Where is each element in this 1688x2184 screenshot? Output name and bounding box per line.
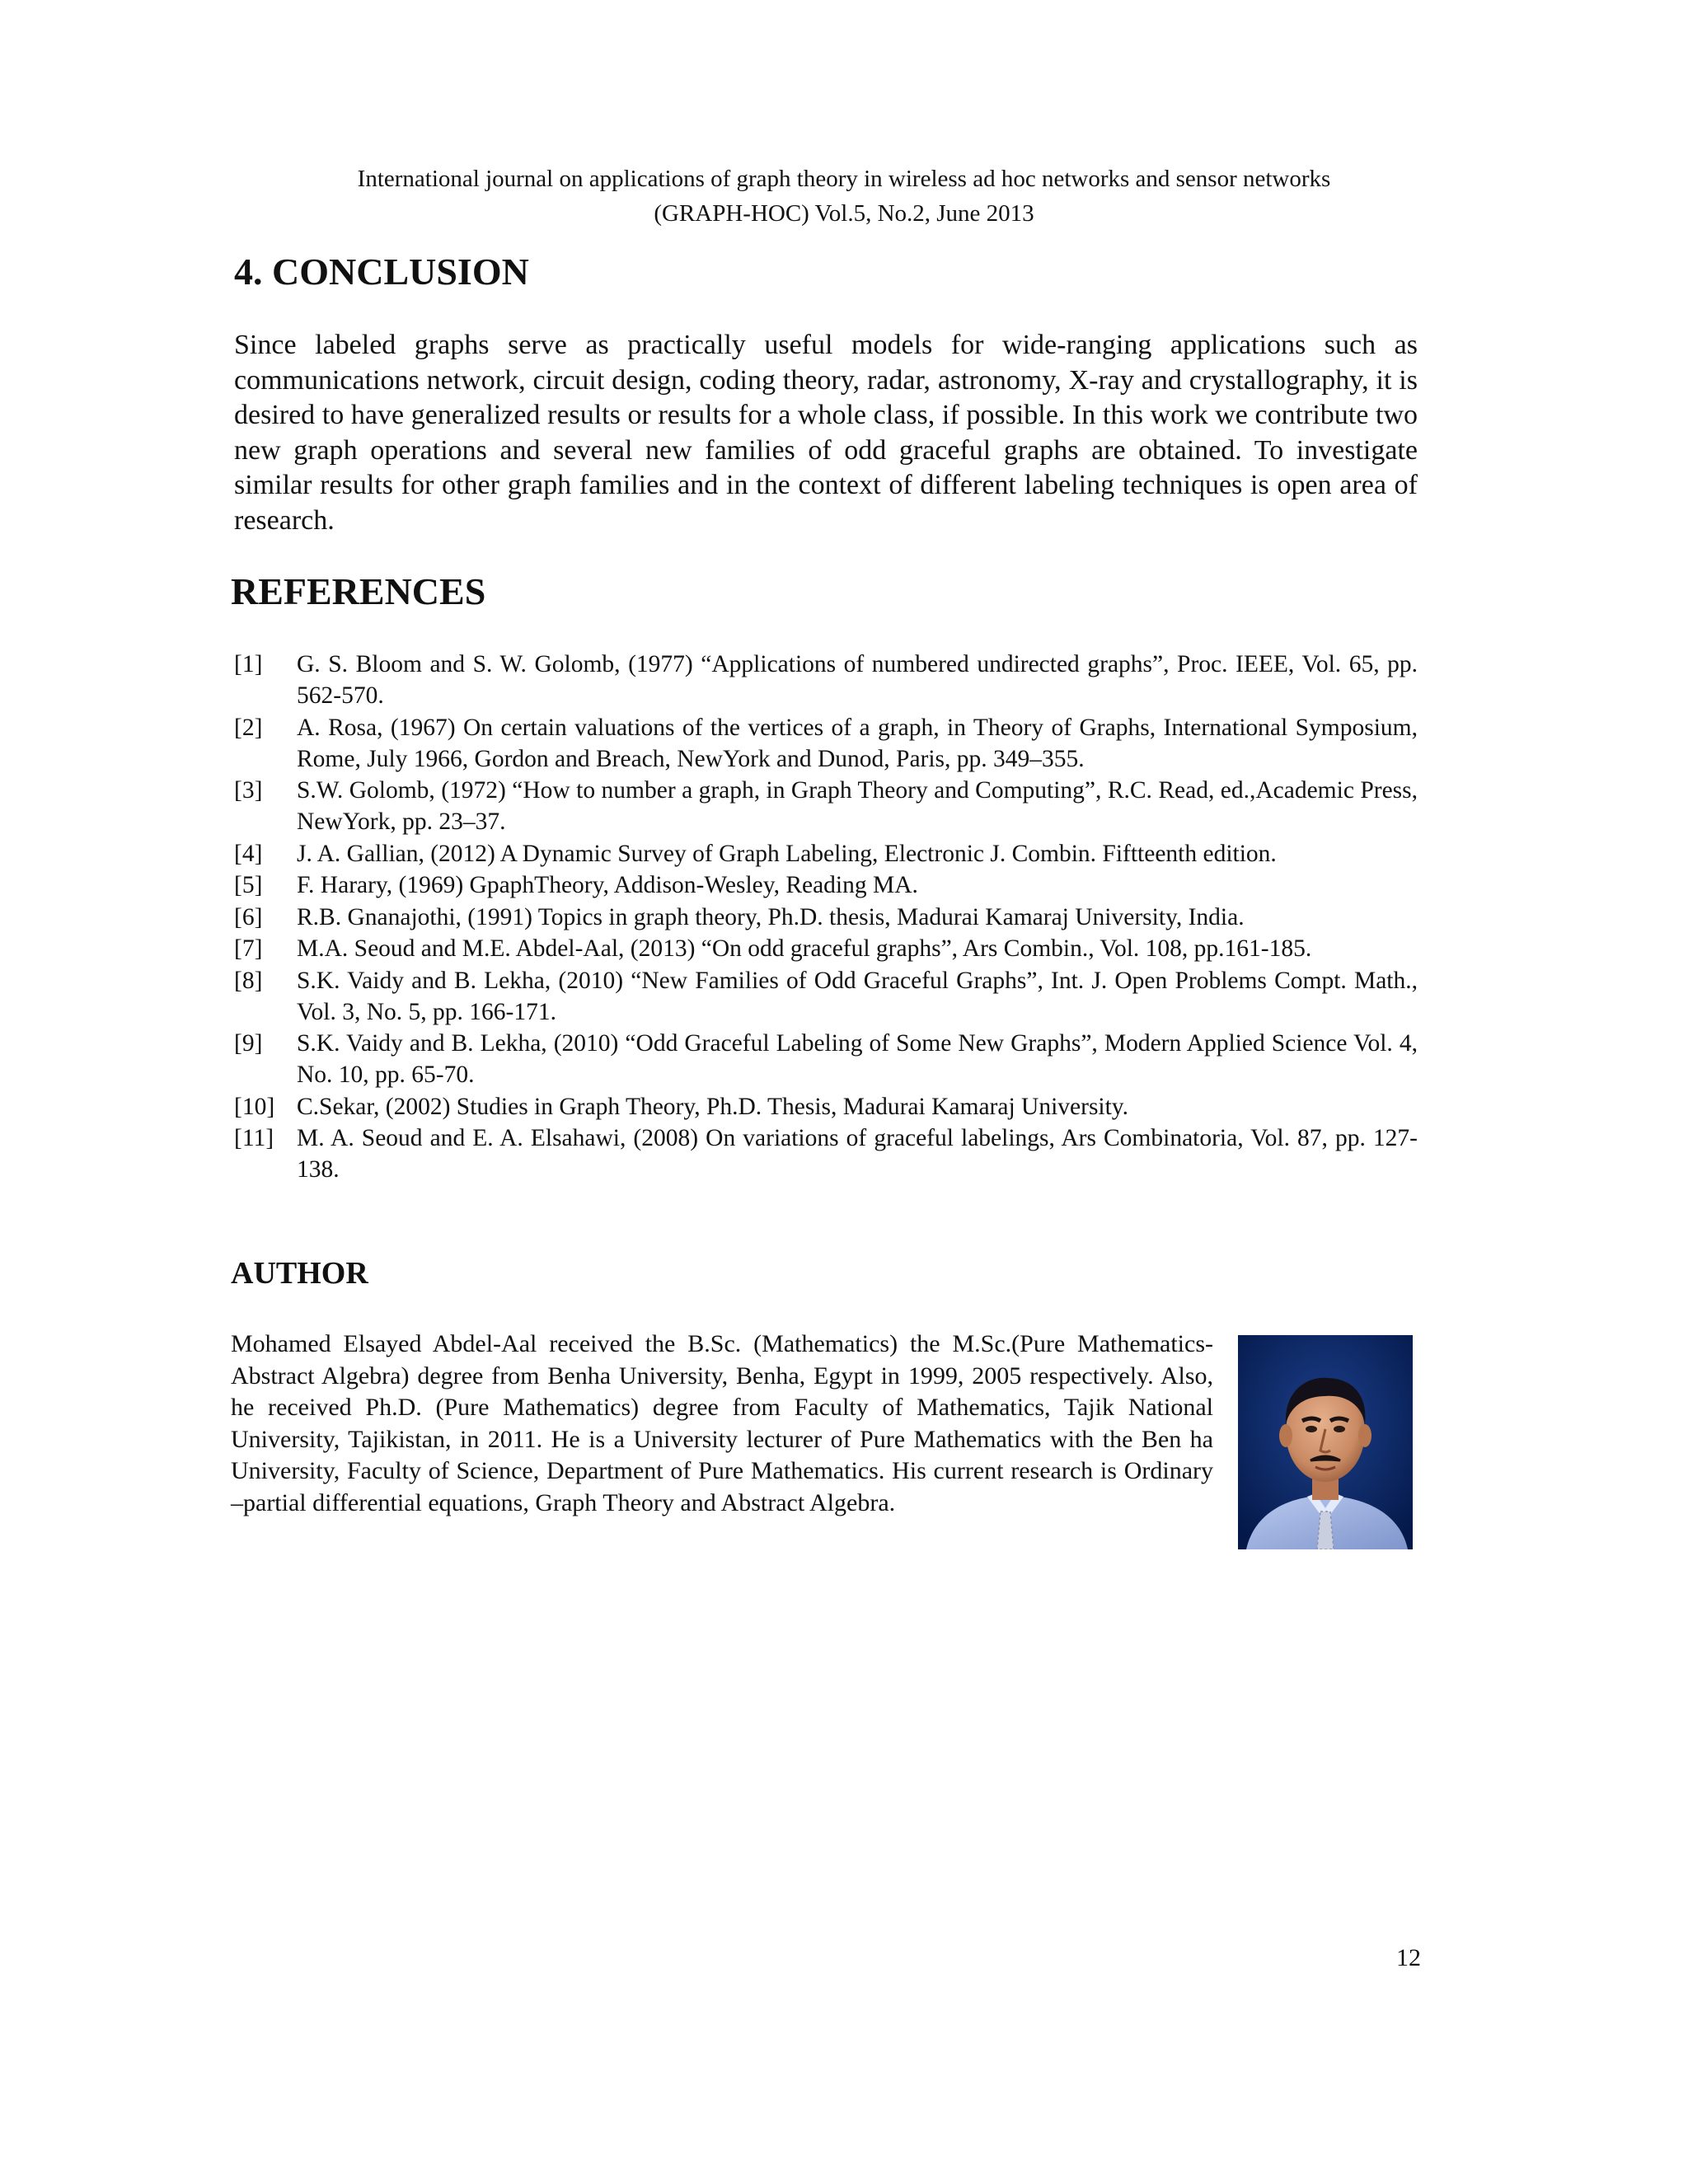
reference-text: M.A. Seoud and M.E. Abdel-Aal, (2013) “On odd graceful graphs”, Ars Combin., Vol. 108, pp.161-185.	[297, 935, 1312, 962]
reference-item	[234, 933, 1418, 964]
conclusion-heading: 4. CONCLUSION	[234, 251, 529, 293]
author-photo	[1238, 1335, 1413, 1549]
reference-item	[234, 1122, 1418, 1185]
reference-number: [3]	[234, 777, 263, 804]
reference-item	[234, 965, 1418, 1028]
reference-number: [10]	[234, 1093, 275, 1120]
reference-item	[234, 649, 1418, 711]
journal-title-line: International journal on applications of graph theory in wireless ad hoc networks and sensor networks	[357, 166, 1331, 192]
reference-item	[234, 775, 1418, 837]
reference-text: G. S. Bloom and S. W. Golomb, (1977) “Applications of numbered undirected graphs”, Proc. IEEE, Vol. 65, pp. 562-570.	[297, 651, 1418, 709]
author-biography: Mohamed Elsayed Abdel-Aal received the B.Sc. (Mathematics) the M.Sc.(Pure Mathematics-Abstract Algebra) degree from Benha University, Benha, Egypt in 1999, 2005 respectively. Also, he received Ph.D. (Pure Mathematics) degree from Faculty of Mathematics, Tajik National University, Tajikistan, in 2011. He is a University lecturer of Pure Mathematics with the Ben ha University, Faculty of Science, Department of Pure Mathematics. His current research is Ordinary –partial differential equations, Graph Theory and Abstract Algebra.	[231, 1330, 1213, 1516]
reference-number: [1]	[234, 651, 263, 677]
reference-text: F. Harary, (1969) GpaphTheory, Addison-Wesley, Reading MA.	[297, 872, 918, 898]
references-heading: REFERENCES	[231, 570, 486, 612]
reference-text: R.B. Gnanajothi, (1991) Topics in graph theory, Ph.D. thesis, Madurai Kamaraj University, India.	[297, 903, 1245, 930]
reference-text: S.W. Golomb, (1972) “How to number a graph, in Graph Theory and Computing”, R.C. Read, ed.,Academic Press, NewYork, pp. 23–37.	[297, 777, 1418, 835]
author-portrait-image	[1238, 1335, 1413, 1549]
journal-volume-line: (GRAPH-HOC) Vol.5, No.2, June 2013	[654, 200, 1034, 227]
reference-number: [8]	[234, 967, 263, 994]
reference-item	[234, 712, 1418, 775]
page-number: 12	[1396, 1944, 1421, 1971]
reference-number: [7]	[234, 935, 263, 962]
running-header	[0, 162, 1688, 231]
reference-text: J. A. Gallian, (2012) A Dynamic Survey of Graph Labeling, Electronic J. Combin. Fiftteenth edition.	[297, 840, 1277, 867]
reference-text: A. Rosa, (1967) On certain valuations of the vertices of a graph, in Theory of Graphs, International Symposium, Rome, July 1966, Gordon and Breach, NewYork and Dunod, Paris, pp. 349–355.	[297, 714, 1418, 772]
reference-number: [4]	[234, 840, 263, 867]
reference-list	[234, 649, 1418, 1186]
reference-text: M. A. Seoud and E. A. Elsahawi, (2008) On variations of graceful labelings, Ars Combinatoria, Vol. 87, pp. 127-138.	[297, 1125, 1418, 1183]
author-heading: AUTHOR	[231, 1256, 368, 1291]
reference-number: [2]	[234, 714, 263, 741]
reference-number: [6]	[234, 903, 263, 930]
reference-item	[234, 1028, 1418, 1090]
reference-text: S.K. Vaidy and B. Lekha, (2010) “New Families of Odd Graceful Graphs”, Int. J. Open Problems Compt. Math., Vol. 3, No. 5, pp. 166-171.	[297, 967, 1418, 1025]
reference-item	[234, 869, 1418, 901]
reference-item	[234, 902, 1418, 933]
reference-item	[234, 838, 1418, 869]
reference-item	[234, 1091, 1418, 1122]
conclusion-paragraph: Since labeled graphs serve as practically useful models for wide-ranging applications such as communications network, circuit design, coding theory, radar, astronomy, X-ray and crystallography, it is desired to have generalized results or results for a whole class, if possible. In this work we contribute two new graph operations and several new families of odd graceful graphs are obtained. To investigate similar results for other graph families and in the context of different labeling techniques is open area of research.	[234, 330, 1418, 536]
reference-number: [5]	[234, 872, 263, 898]
reference-text: S.K. Vaidy and B. Lekha, (2010) “Odd Graceful Labeling of Some New Graphs”, Modern Applied Science Vol. 4, No. 10, pp. 65-70.	[297, 1030, 1418, 1088]
reference-number: [9]	[234, 1030, 263, 1057]
reference-number: [11]	[234, 1125, 274, 1151]
reference-text: C.Sekar, (2002) Studies in Graph Theory, Ph.D. Thesis, Madurai Kamaraj University.	[297, 1093, 1129, 1120]
